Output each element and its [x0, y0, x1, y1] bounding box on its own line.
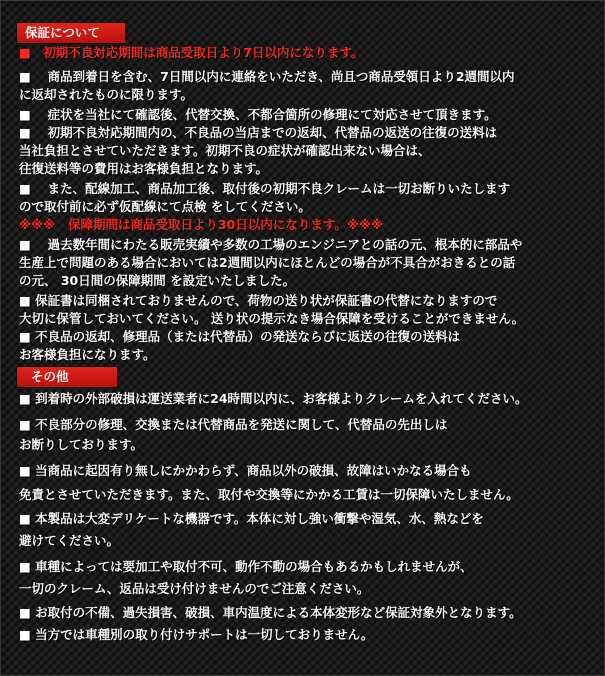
text-line: ■ また、配線加工、商品加工後、取付後の初期不良クレームは一切お断りいたします: [19, 181, 511, 196]
text-line: ■ 到着時の外部破損は運送業者に24時間以内に、お客様よりクレームを入れてください。: [19, 391, 528, 406]
text-line: ■ 不良部分の修理、交換または代替商品を発送に関して、代替品の先出しは: [19, 417, 448, 432]
text-line: 避けてください。: [19, 533, 120, 548]
text-line: ■ 保証書は同梱されておりませんので、荷物の送り状が保証書の代替になりますので: [19, 293, 498, 308]
text-line: ■ 初期不良対応期間内の、不良品の当店までの返却、代替品の返送の往復の送料は: [19, 125, 498, 140]
text-line: 免責とさせていただきます。また、取付や交換等にかかる工賃は一切保障いたしません。: [19, 487, 519, 502]
other-section-header: その他: [17, 367, 117, 387]
text-line: ■ 過去数年間にわたる販売実績や多数の工場のエンジニアとの話の元、根本的に部品や: [19, 237, 523, 252]
text-line: ■ 商品到着日を含む、7日間以内に連絡をいただき、尚且つ商品受領日より2週間以内: [19, 69, 515, 84]
text-line: ※※※ 保障期間は商品受取日より30日以内になります。※※※: [19, 217, 384, 232]
text-line: に返却されたものに限ります。: [19, 87, 194, 102]
text-line: 当社負担とさせていただきます。初期不良の症状が確認出来ない場合は、: [19, 143, 431, 158]
text-line: 一切のクレーム、返品は受け付けませんのでご注意ください。: [19, 581, 370, 596]
text-line: の元、 30日間の保障期間 を設定いたしました。: [19, 273, 296, 288]
text-line: ■ 症状を当社にて確認後、代替交換、不都合箇所の修理にて対応させて頂きます。: [19, 107, 497, 122]
text-line: ■ 初期不良対応期間は商品受取日より7日以内になります。: [19, 45, 364, 60]
text-line: お断りしております。: [19, 437, 144, 452]
text-line: 生産上で問題のある場合においては2週間以内にほとんどの場合が不具合がおきるとの話: [19, 255, 516, 270]
text-line: 大切に保管しておいてください。 送り状の提示なき場合保障を受けることができません。: [19, 311, 525, 326]
text-line: ■ 当方では車種別の取り付けサポートは一切しておりません。: [19, 627, 374, 642]
text-line: ■ 当商品に起因有り無しにかかわらず、商品以外の破損、故障はいかなる場合も: [19, 463, 472, 478]
text-line: ■ お取付の不備、過失損害、破損、車内温度による本体変形など保証対象外となります。: [19, 605, 522, 620]
warranty-section-header: 保証について: [17, 23, 125, 43]
text-line: ■ 車種によっては要加工や取付不可、動作不動の場合もあるかもしれませんが、: [19, 559, 473, 574]
text-line: ので取付前に必ず仮配線にて点検 をしてください。: [19, 199, 311, 214]
text-line: 往復送料等の費用はお客様負担となります。: [19, 161, 269, 176]
text-line: ■ 本製品は大変デリケートな機器です。本体に対し強い衝撃や湿気、水、熱などを: [19, 511, 484, 526]
text-line: お客様負担になります。: [19, 347, 156, 362]
text-line: ■ 不良品の返却、修理品（または代替品）の発送ならびに返送の往復の送料は: [19, 329, 461, 344]
